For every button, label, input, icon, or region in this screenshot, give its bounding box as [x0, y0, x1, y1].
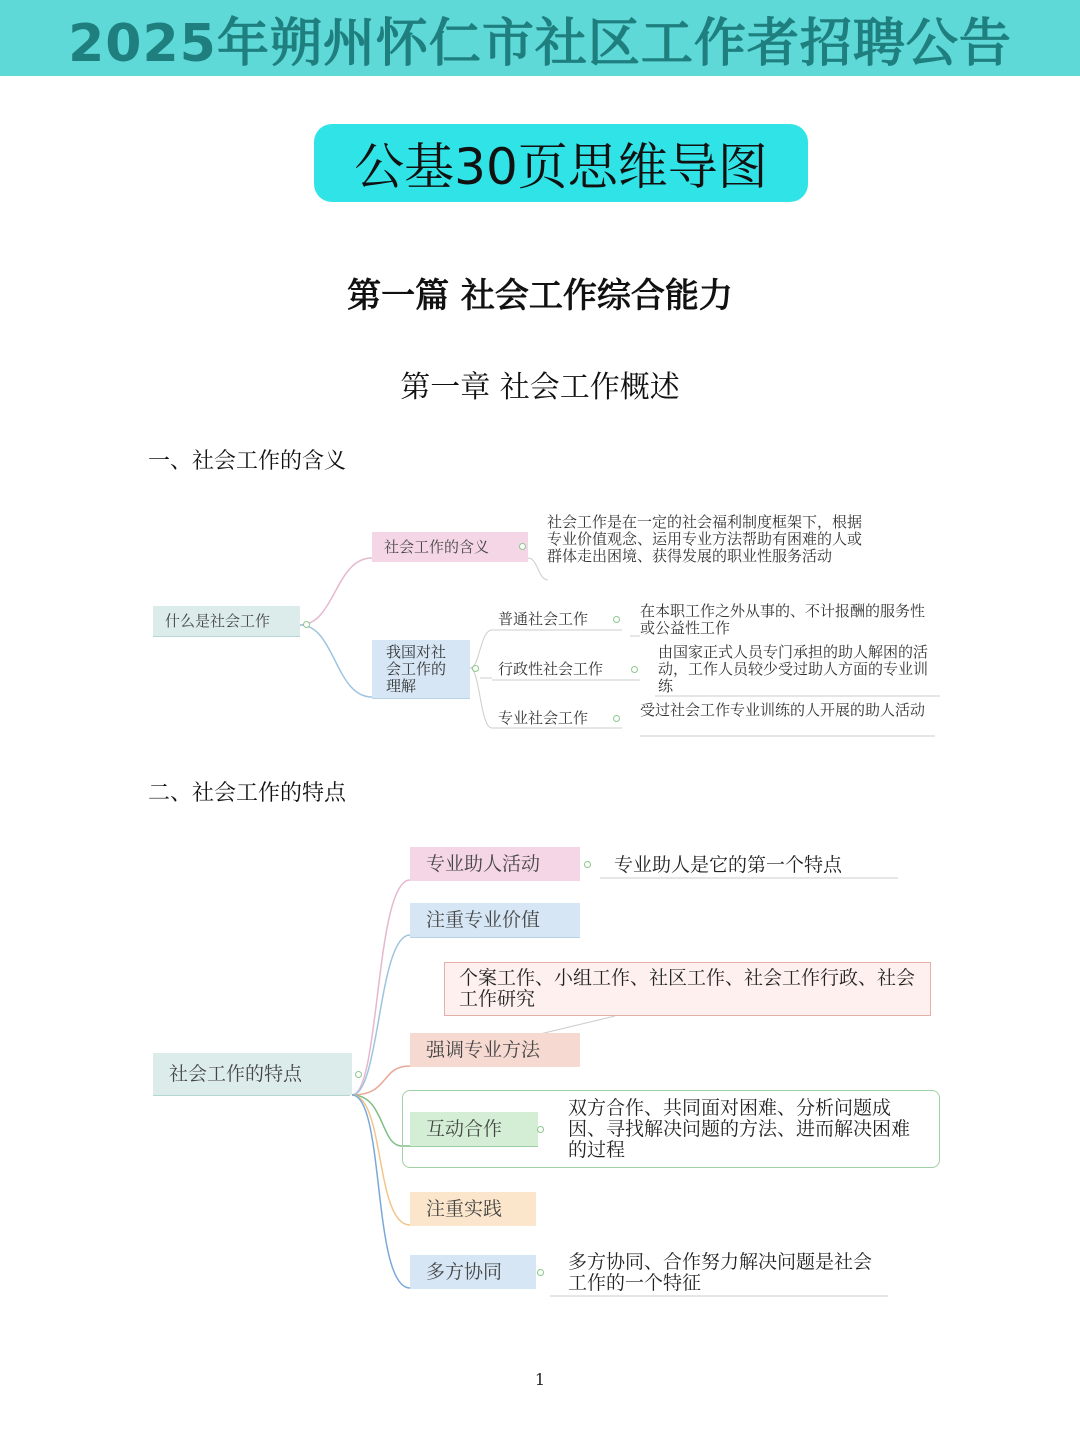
meaning-node	[372, 532, 528, 562]
feature-node-5	[410, 1192, 536, 1226]
type-label-general: 普通社会工作	[498, 610, 589, 628]
part-title: 第一篇 社会工作综合能力	[347, 276, 733, 316]
section2-heading: 二、社会工作的特点	[148, 781, 347, 806]
node-collapse-dot-icon	[613, 616, 620, 623]
node-collapse-dot-icon	[472, 665, 479, 672]
feature-label-2: 注重专业价值	[426, 909, 541, 931]
type-desc-general: 在本职工作之外从事的、不计报酬的服务性或公益性工作	[640, 602, 926, 637]
type-label-professional: 专业社会工作	[498, 709, 589, 727]
banner-title: 2025年朔州怀仁市社区工作者招聘公告	[68, 13, 1012, 74]
node-collapse-dot-icon	[537, 1269, 544, 1276]
feature-desc-4: 双方合作、共同面对困难、分析问题成因、寻找解决问题的方法、进而解决困难的过程	[568, 1097, 911, 1161]
type-desc-administrative: 由国家正式人员专门承担的助人解困的活动，工作人员较少受过助人方面的专业训练	[658, 643, 929, 695]
node-collapse-dot-icon	[537, 1126, 544, 1133]
node-collapse-dot-icon	[584, 861, 591, 868]
feature-label-6: 多方协同	[426, 1261, 503, 1283]
chapter-title: 第一章 社会工作概述	[400, 370, 680, 405]
meaning-text: 社会工作是在一定的社会福利制度框架下，根据专业价值观念、运用专业方法帮助有困难的人或群体走出困境、获得发展的职业性服务活动	[547, 513, 863, 565]
understanding-node	[372, 640, 470, 698]
features-root-node	[153, 1053, 352, 1095]
feature-desc-3: 个案工作、小组工作、社区工作、社会工作行政、社会工作研究	[444, 962, 931, 1016]
node-collapse-dot-icon	[631, 666, 638, 673]
feature-label-1: 专业助人活动	[426, 853, 541, 875]
understanding-label: 我国对社会工作的理解	[386, 643, 447, 695]
feature-label-3: 强调专业方法	[426, 1039, 541, 1061]
node-collapse-dot-icon	[355, 1071, 362, 1078]
root-label: 什么是社会工作	[165, 612, 271, 630]
node-collapse-dot-icon	[303, 621, 310, 628]
feature-desc-6: 多方协同、合作努力解决问题是社会工作的一个特征	[568, 1251, 873, 1294]
feature-label-4: 互动合作	[426, 1118, 503, 1140]
type-label-administrative: 行政性社会工作	[498, 660, 604, 678]
node-collapse-dot-icon	[613, 715, 620, 722]
mindmap-root-node	[153, 606, 300, 636]
section1-heading: 一、社会工作的含义	[148, 449, 347, 474]
page-number: 1	[534, 1370, 546, 1389]
feature-node-1	[410, 847, 580, 881]
pill-text: 公基30页思维导图	[354, 138, 768, 196]
feature-desc-1: 专业助人是它的第一个特点	[614, 854, 843, 876]
node-collapse-dot-icon	[519, 543, 526, 550]
features-root-label: 社会工作的特点	[169, 1063, 303, 1085]
feature-node-2	[410, 903, 580, 937]
type-desc-professional: 受过社会工作专业训练的人开展的助人活动	[640, 701, 926, 719]
feature-label-5: 注重实践	[426, 1198, 503, 1220]
feature-node-3	[410, 1033, 580, 1067]
feature-node-6	[410, 1255, 536, 1289]
feature-node-4	[410, 1112, 538, 1146]
meaning-label: 社会工作的含义	[384, 538, 490, 556]
